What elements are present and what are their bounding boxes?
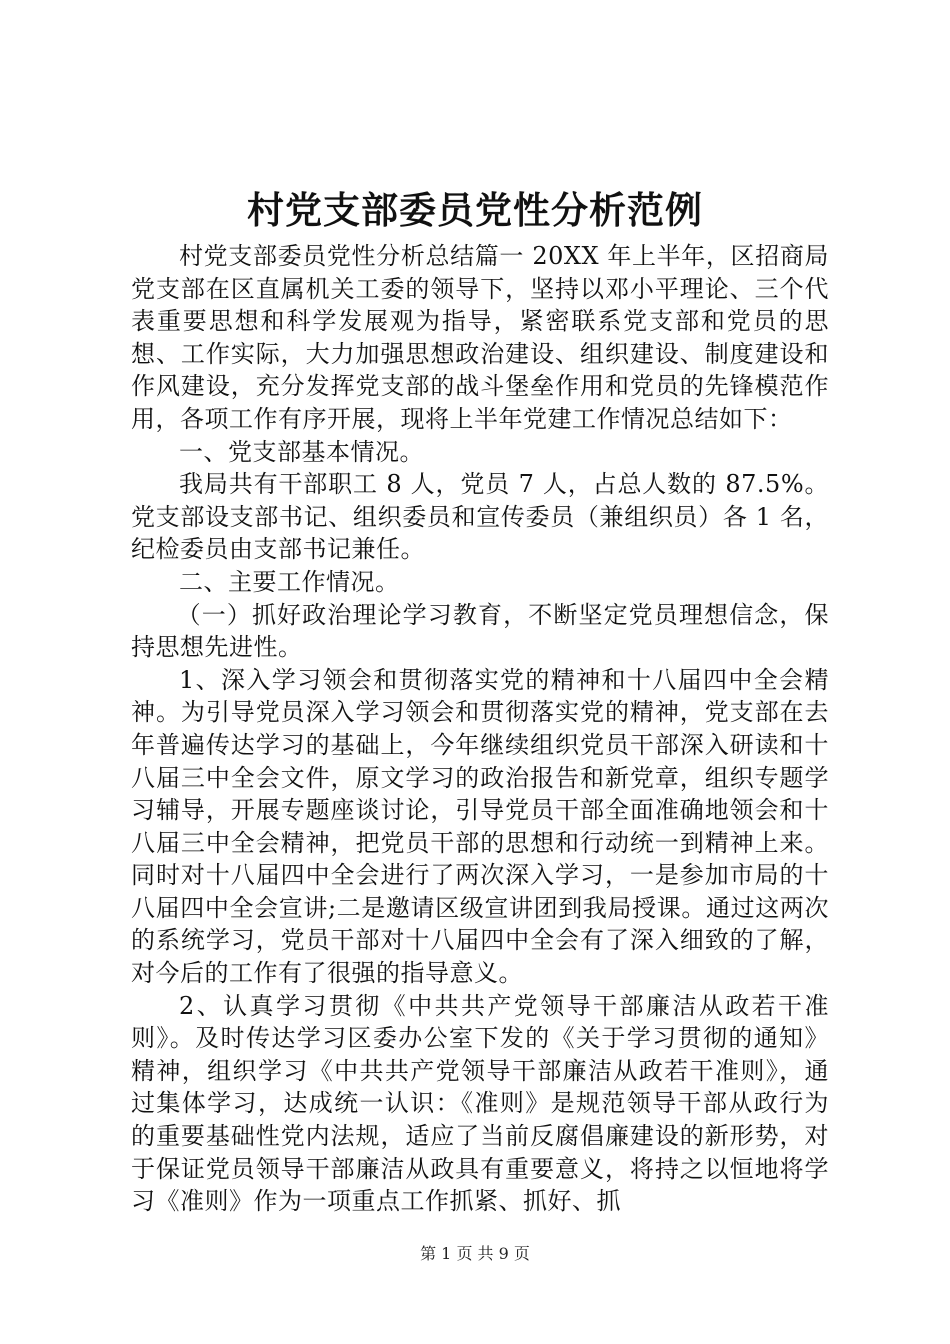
paragraph-intro: 村党支部委员党性分析总结篇一 20XX 年上半年，区招商局党支部在区直属机关工委的领导下，坚持以邓小平理论、三个代表重要思想和科学发展观为指导，紧密联系党支部和党员的思想、工作实际，大力加强思想政治建设、组织建设、制度建设和作风建设，充分发挥党支部的战斗堡垒作用和党员的先锋模范作用，各项工作有序开展，现将上半年党建工作情况总结如下：: [131, 242, 829, 433]
page-footer: 第 1 页 共 9 页: [420, 1244, 530, 1263]
paragraph-basic-info: 我局共有干部职工 8 人，党员 7 人，占总人数的 87.5%。党支部设支部书记、组织委员和宣传委员（兼组织员）各 1 名，纪检委员由支部书记兼任。: [131, 470, 829, 564]
section-heading-2: 二、主要工作情况。: [179, 567, 400, 596]
paragraph-item-2: 2、认真学习贯彻《中共共产党领导干部廉洁从政若干准则》。及时传达学习区委办公室下发的《关于学习贯彻的通知》精神，组织学习《中共共产党领导干部廉洁从政若干准则》，通过集体学习，达成统一认识：《准则》是规范领导干部从政行为的重要基础性党内法规，适应了当前反腐倡廉建设的新形势，对于保证党员领导干部廉洁从政具有重要意义，将持之以恒地将学习《准则》作为一项重点工作抓紧、抓好、抓: [131, 991, 829, 1216]
document-body: [131, 240, 829, 1218]
document-title: 村党支部委员党性分析范例: [247, 188, 703, 232]
subsection-heading-1: （一）抓好政治理论学习教育，不断坚定党员理想信念，保持思想先进性。: [131, 600, 829, 662]
paragraph-item-1: 1、深入学习领会和贯彻落实党的精神和十八届四中全会精神。为引导党员深入学习领会和贯彻落实党的精神，党支部在去年普遍传达学习的基础上，今年继续组织党员干部深入研读和十八届三中全会文件，原文学习的政治报告和新党章，组织专题学习辅导，开展专题座谈讨论，引导党员干部全面准确地领会和十八届三中全会精神，把党员干部的思想和行动统一到精神上来。同时对十八届四中全会进行了两次深入学习，一是参加市局的十八届四中全会宣讲;二是邀请区级宣讲团到我局授课。通过这两次的系统学习，党员干部对十八届四中全会有了深入细致的了解，对今后的工作有了很强的指导意义。: [131, 665, 829, 988]
section-heading-1: 一、党支部基本情况。: [179, 437, 424, 466]
